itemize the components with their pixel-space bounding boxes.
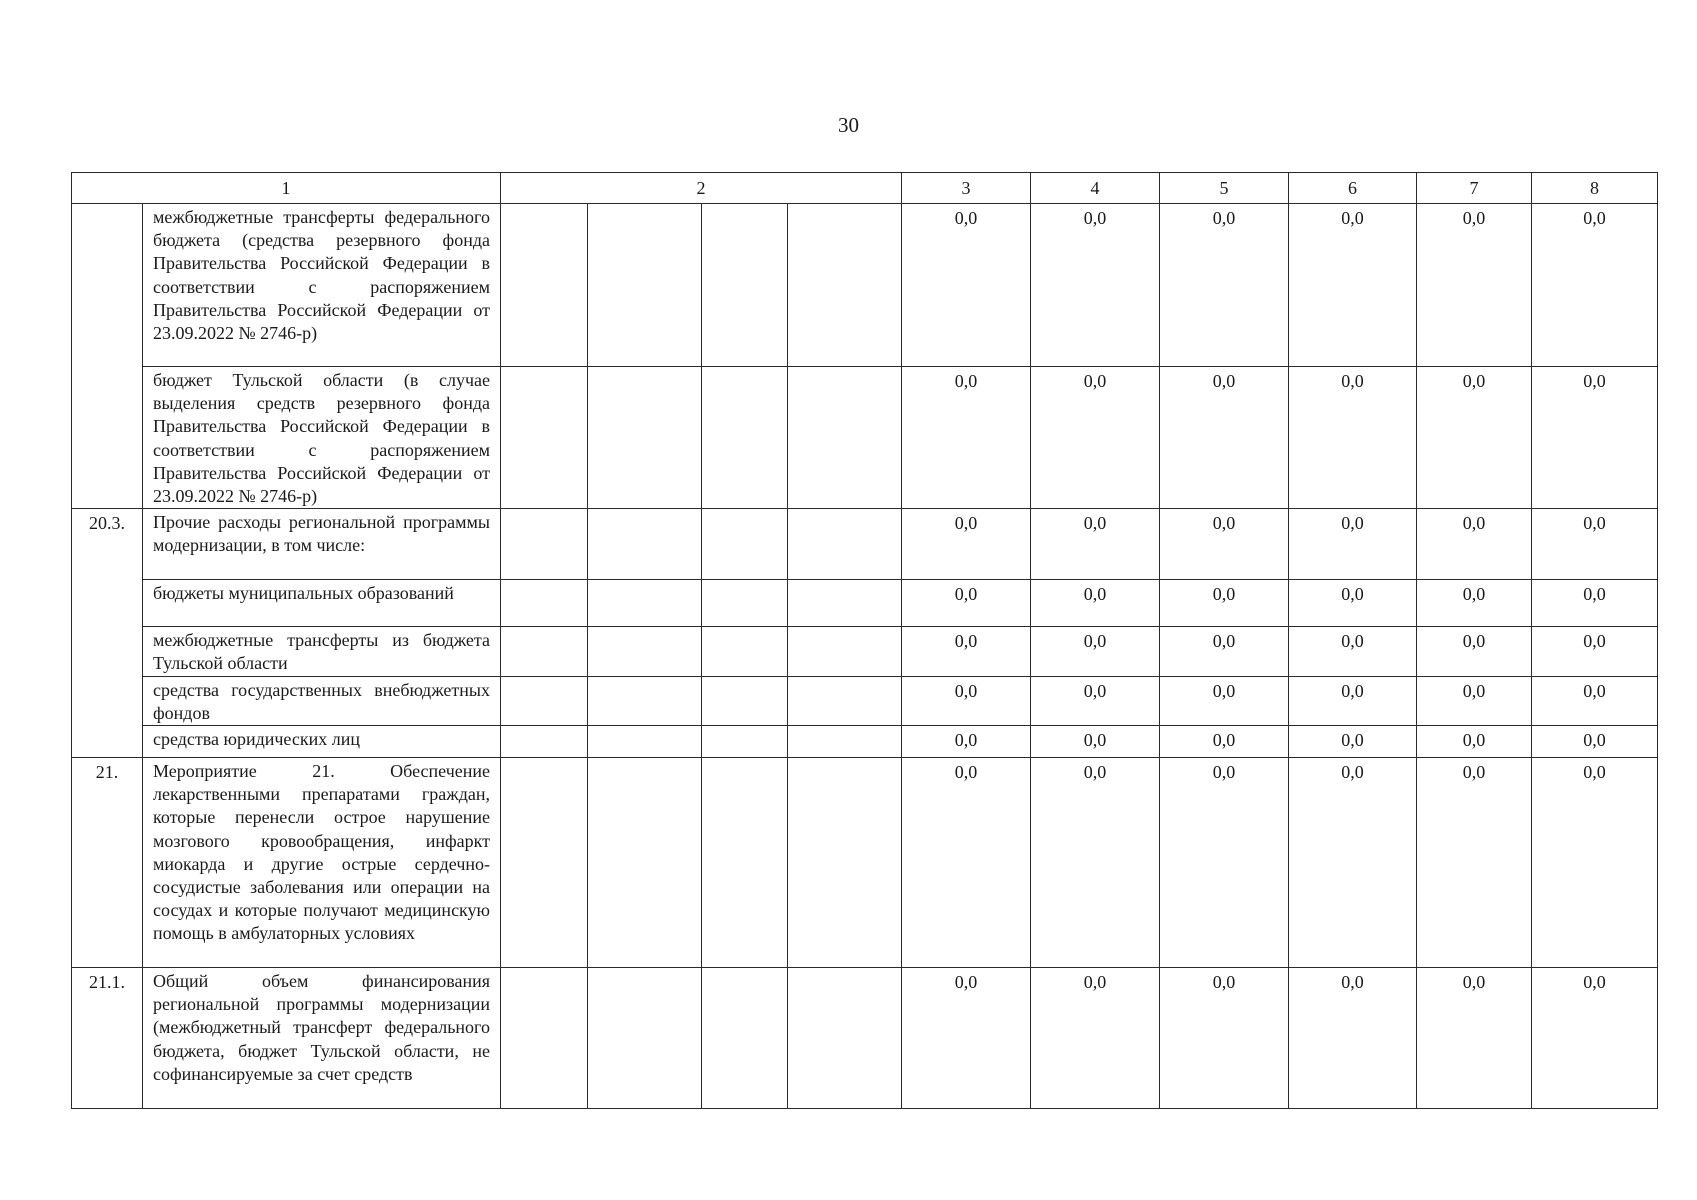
value-cell: 0,0 xyxy=(1532,627,1658,676)
value-cell: 0,0 xyxy=(1532,367,1658,509)
value-cell: 0,0 xyxy=(1031,367,1160,509)
empty-cell xyxy=(501,204,588,367)
empty-cell xyxy=(702,367,788,509)
empty-cell xyxy=(702,758,788,968)
row-description: средства юридических лиц xyxy=(143,726,501,758)
empty-cell xyxy=(501,367,588,509)
empty-cell xyxy=(588,509,702,580)
value-cell: 0,0 xyxy=(1532,580,1658,627)
value-cell: 0,0 xyxy=(1160,509,1289,580)
empty-cell xyxy=(588,758,702,968)
empty-cell xyxy=(588,627,702,676)
row-number xyxy=(72,367,143,509)
value-cell: 0,0 xyxy=(1031,726,1160,758)
value-cell: 0,0 xyxy=(1289,968,1417,1109)
empty-cell xyxy=(501,676,588,725)
value-cell: 0,0 xyxy=(1289,367,1417,509)
row-number: 21.1. xyxy=(72,968,143,1109)
empty-cell xyxy=(702,509,788,580)
empty-cell xyxy=(788,726,902,758)
header-cell-6: 6 xyxy=(1289,173,1417,204)
table-row xyxy=(72,580,1658,627)
value-cell: 0,0 xyxy=(1160,726,1289,758)
row-number xyxy=(72,676,143,725)
value-cell: 0,0 xyxy=(1160,968,1289,1109)
header-cell-3: 3 xyxy=(902,173,1031,204)
value-cell: 0,0 xyxy=(902,367,1031,509)
row-description: межбюджетные трансферты федерального бюджета (средства резервного фонда Правительства Российской Федерации в соответствии с распоряжением Правительства Российской Федерации от 23.09.2022 № 2746-р) xyxy=(143,204,501,367)
value-cell: 0,0 xyxy=(902,204,1031,367)
empty-cell xyxy=(788,758,902,968)
empty-cell xyxy=(788,968,902,1109)
empty-cell xyxy=(588,676,702,725)
empty-cell xyxy=(788,509,902,580)
value-cell: 0,0 xyxy=(902,726,1031,758)
value-cell: 0,0 xyxy=(1160,758,1289,968)
value-cell: 0,0 xyxy=(1031,204,1160,367)
empty-cell xyxy=(788,367,902,509)
row-number xyxy=(72,627,143,676)
table-row xyxy=(72,726,1658,758)
empty-cell xyxy=(702,627,788,676)
empty-cell xyxy=(588,367,702,509)
value-cell: 0,0 xyxy=(1289,509,1417,580)
value-cell: 0,0 xyxy=(1160,627,1289,676)
header-cell-7: 7 xyxy=(1417,173,1532,204)
page-number: 30 xyxy=(838,113,859,137)
header-row xyxy=(72,173,1658,204)
value-cell: 0,0 xyxy=(1160,676,1289,725)
value-cell: 0,0 xyxy=(1289,580,1417,627)
value-cell: 0,0 xyxy=(1289,627,1417,676)
value-cell: 0,0 xyxy=(1031,968,1160,1109)
value-cell: 0,0 xyxy=(902,676,1031,725)
empty-cell xyxy=(501,758,588,968)
empty-cell xyxy=(501,509,588,580)
empty-cell xyxy=(702,204,788,367)
header-cell-1: 1 xyxy=(72,173,501,204)
value-cell: 0,0 xyxy=(1289,726,1417,758)
value-cell: 0,0 xyxy=(1417,580,1532,627)
row-description: межбюджетные трансферты из бюджета Тульской области xyxy=(143,627,501,676)
header-cell-8: 8 xyxy=(1532,173,1658,204)
table-row xyxy=(72,367,1658,509)
value-cell: 0,0 xyxy=(1417,627,1532,676)
row-number xyxy=(72,726,143,758)
row-description: Общий объем финансирования региональной программы модернизации (межбюджетный трансферт федерального бюджета, бюджет Тульской области, не софинансируемые за счет средств xyxy=(143,968,501,1109)
value-cell: 0,0 xyxy=(1532,968,1658,1109)
empty-cell xyxy=(702,726,788,758)
table-row xyxy=(72,758,1658,968)
row-number xyxy=(72,580,143,627)
value-cell: 0,0 xyxy=(1417,676,1532,725)
value-cell: 0,0 xyxy=(1289,758,1417,968)
empty-cell xyxy=(588,726,702,758)
value-cell: 0,0 xyxy=(1417,509,1532,580)
value-cell: 0,0 xyxy=(1532,509,1658,580)
table-row xyxy=(72,627,1658,676)
value-cell: 0,0 xyxy=(1160,580,1289,627)
value-cell: 0,0 xyxy=(1160,204,1289,367)
row-number: 21. xyxy=(72,758,143,968)
empty-cell xyxy=(501,968,588,1109)
row-number xyxy=(72,204,143,367)
value-cell: 0,0 xyxy=(1417,726,1532,758)
empty-cell xyxy=(588,968,702,1109)
header-cell-5: 5 xyxy=(1160,173,1289,204)
empty-cell xyxy=(501,580,588,627)
empty-cell xyxy=(702,580,788,627)
table-row xyxy=(72,509,1658,580)
value-cell: 0,0 xyxy=(1417,758,1532,968)
value-cell: 0,0 xyxy=(1160,367,1289,509)
value-cell: 0,0 xyxy=(1417,968,1532,1109)
value-cell: 0,0 xyxy=(1532,758,1658,968)
value-cell: 0,0 xyxy=(1031,580,1160,627)
value-cell: 0,0 xyxy=(1031,509,1160,580)
financing-table xyxy=(71,172,1658,1109)
empty-cell xyxy=(501,627,588,676)
value-cell: 0,0 xyxy=(1417,204,1532,367)
value-cell: 0,0 xyxy=(1532,726,1658,758)
row-description: бюджет Тульской области (в случае выделения средств резервного фонда Правительства Российской Федерации в соответствии с распоряжением Правительства Российской Федерации от 23.09.2022 № 2746-р) xyxy=(143,367,501,509)
row-description: Мероприятие 21. Обеспечение лекарственными препаратами граждан, которые перенесли острое нарушение мозгового кровообращения, инфаркт миокарда и другие острые сердечно-сосудистые заболевания или операции на сосудах и которые получают медицинскую помощь в амбулаторных условиях xyxy=(143,758,501,968)
row-description: средства государственных внебюджетных фондов xyxy=(143,676,501,725)
value-cell: 0,0 xyxy=(1031,758,1160,968)
row-description: бюджеты муниципальных образований xyxy=(143,580,501,627)
value-cell: 0,0 xyxy=(1532,676,1658,725)
empty-cell xyxy=(588,580,702,627)
table-row xyxy=(72,204,1658,367)
empty-cell xyxy=(788,580,902,627)
header-cell-2: 2 xyxy=(501,173,902,204)
empty-cell xyxy=(788,627,902,676)
empty-cell xyxy=(501,726,588,758)
empty-cell xyxy=(588,204,702,367)
value-cell: 0,0 xyxy=(902,968,1031,1109)
value-cell: 0,0 xyxy=(1289,676,1417,725)
row-number: 20.3. xyxy=(72,509,143,580)
table-row xyxy=(72,968,1658,1109)
empty-cell xyxy=(788,204,902,367)
empty-cell xyxy=(702,676,788,725)
value-cell: 0,0 xyxy=(1031,627,1160,676)
row-description: Прочие расходы региональной программы модернизации, в том числе: xyxy=(143,509,501,580)
empty-cell xyxy=(702,968,788,1109)
value-cell: 0,0 xyxy=(902,509,1031,580)
header-cell-4: 4 xyxy=(1031,173,1160,204)
empty-cell xyxy=(788,676,902,725)
value-cell: 0,0 xyxy=(902,758,1031,968)
value-cell: 0,0 xyxy=(1532,204,1658,367)
value-cell: 0,0 xyxy=(1289,204,1417,367)
value-cell: 0,0 xyxy=(902,627,1031,676)
table-row xyxy=(72,676,1658,725)
value-cell: 0,0 xyxy=(1417,367,1532,509)
value-cell: 0,0 xyxy=(902,580,1031,627)
value-cell: 0,0 xyxy=(1031,676,1160,725)
